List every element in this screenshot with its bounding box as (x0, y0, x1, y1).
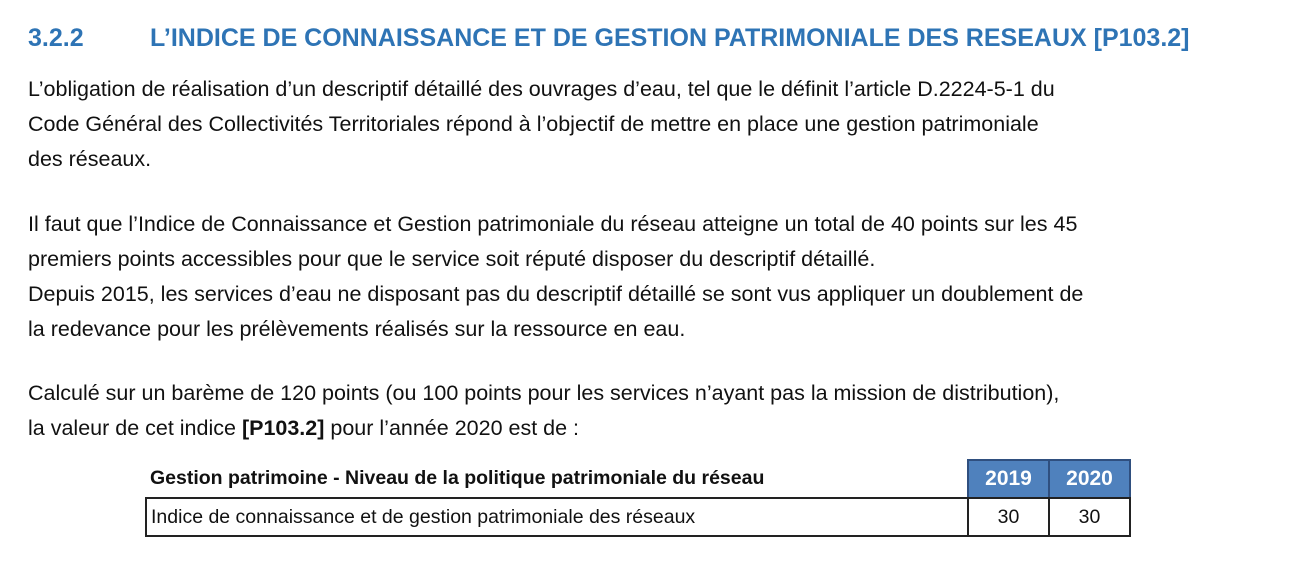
section-title: L’INDICE DE CONNAISSANCE ET DE GESTION PATRIMONIALE DES RESEAUX [P103.2] (150, 24, 1190, 52)
year-header-2020: 2020 (1049, 460, 1130, 498)
paragraph-value (28, 376, 1059, 446)
text-fragment: pour l’année 2020 est de : (324, 416, 580, 440)
section-heading (28, 24, 1190, 53)
text-line: L’obligation de réalisation d’un descriptif détaillé des ouvrages d’eau, tel que le définit l’article D.2224-5-1 du (28, 77, 1055, 101)
table-header-title: Gestion patrimoine - Niveau de la politique patrimoniale du réseau (146, 460, 968, 498)
text-line: Calculé sur un barème de 120 points (ou 100 points pour les services n’ayant pas la mission de distribution), (28, 381, 1060, 405)
text-line: Depuis 2015, les services d’eau ne disposant pas du descriptif détaillé se sont vus appliquer un doublement de (28, 282, 1084, 306)
text-line: premiers points accessibles pour que le service soit réputé disposer du descriptif détaillé. (28, 247, 876, 271)
index-table (145, 459, 1131, 537)
year-header-2019: 2019 (968, 460, 1049, 498)
table-row (146, 498, 1130, 536)
paragraph-threshold (28, 207, 1083, 347)
table-header-row (146, 460, 1130, 498)
text-line: des réseaux. (28, 147, 152, 171)
value-2019: 30 (968, 498, 1049, 536)
indicator-code: [P103.2] (241, 416, 325, 440)
paragraph-obligation (28, 72, 1055, 177)
text-line: Il faut que l’Indice de Connaissance et Gestion patrimoniale du réseau atteigne un total de 40 points sur les 45 (28, 212, 1078, 236)
row-label: Indice de connaissance et de gestion patrimoniale des réseaux (146, 498, 968, 536)
text-line: la redevance pour les prélèvements réalisés sur la ressource en eau. (28, 317, 686, 341)
section-number: 3.2.2 (28, 24, 84, 52)
text-fragment: la valeur de cet indice (28, 416, 242, 440)
text-line (28, 411, 1059, 446)
value-2020: 30 (1049, 498, 1130, 536)
text-line: Code Général des Collectivités Territoriales répond à l’objectif de mettre en place une gestion patrimoniale (28, 112, 1039, 136)
